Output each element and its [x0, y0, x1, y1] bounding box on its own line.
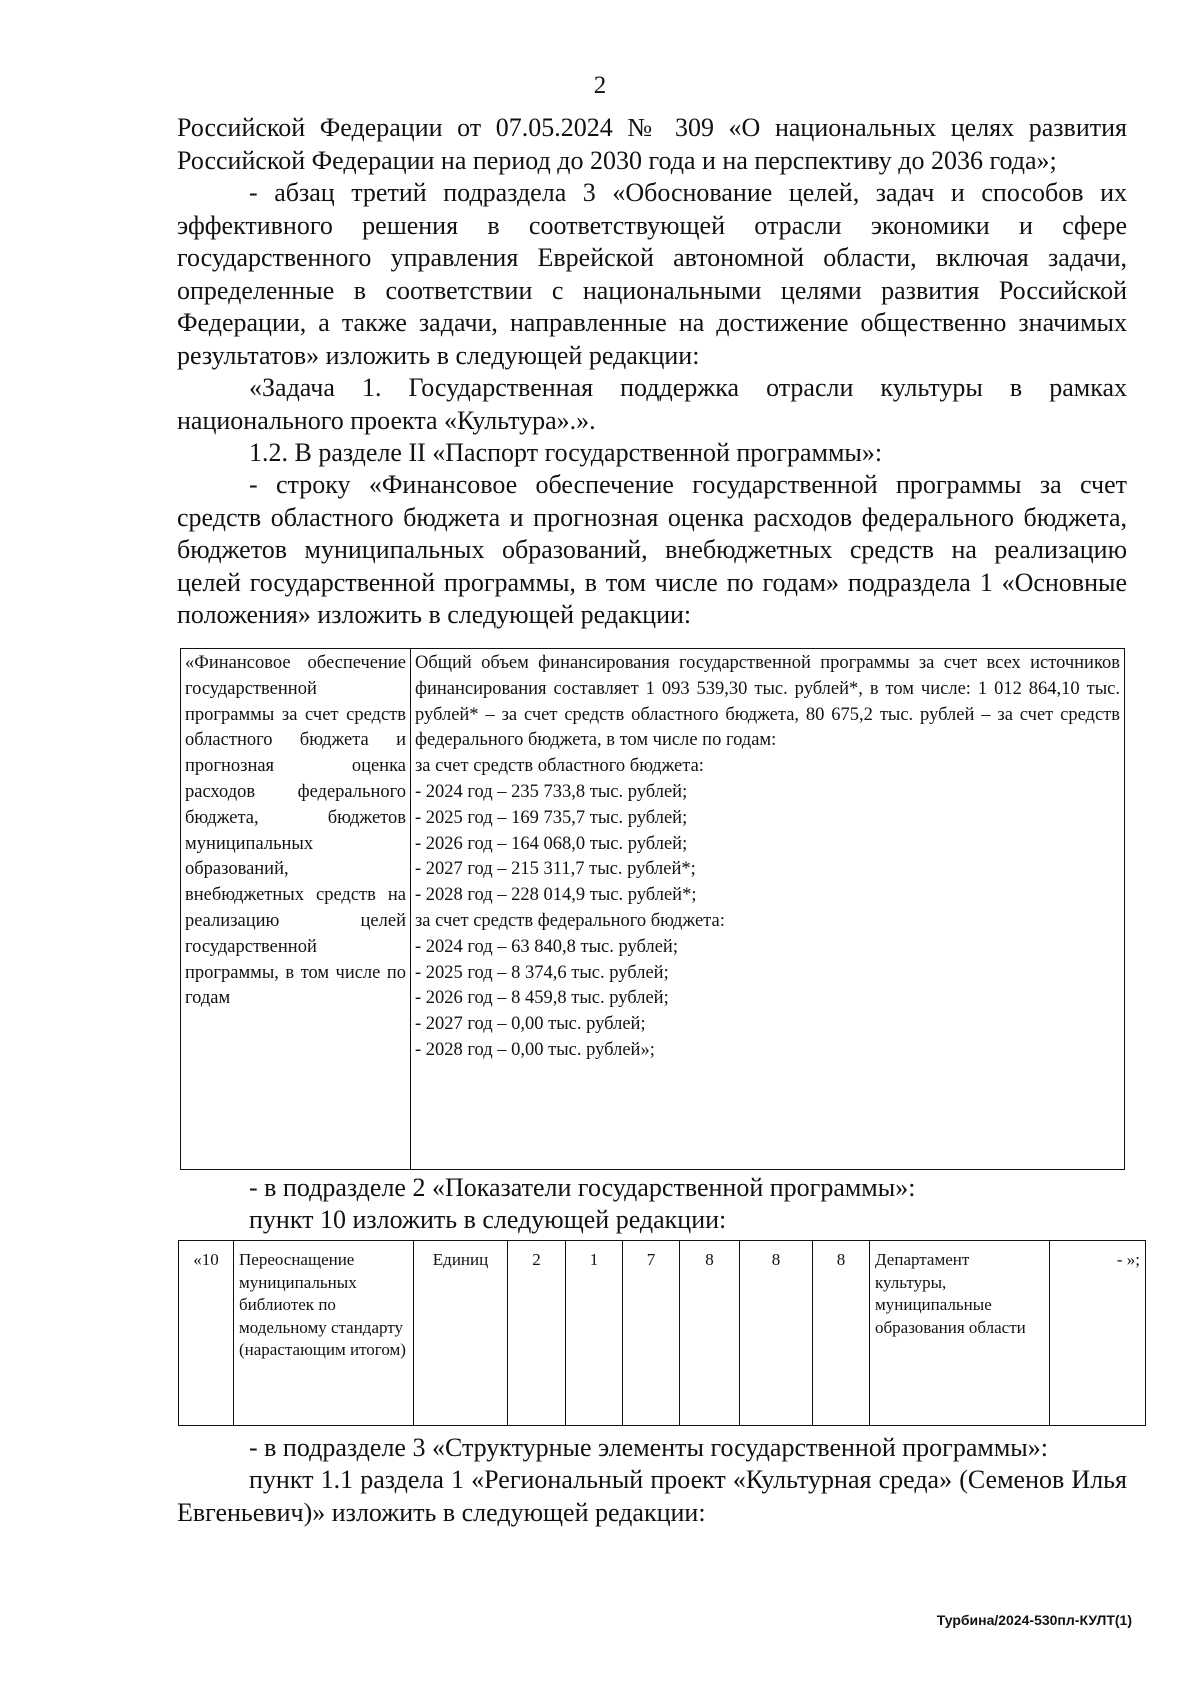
indicator-value: 8 — [813, 1241, 870, 1426]
federal-heading: за счет средств федерального бюджета: — [415, 910, 725, 931]
paragraph-law-reference: Российской Федерации от 07.05.2024 № 309 «О национальных целях развития Российской Федерации на период до 2030 года и на перспективу до 2036 года»; — [177, 113, 1127, 175]
indicator-name: Переоснащение муниципальных библиотек по модельному стандарту (нарастающим итогом) — [234, 1241, 414, 1426]
regional-line: - 2027 год – 215 311,7 тыс. рублей*; — [415, 859, 696, 880]
indicator-value: 8 — [680, 1241, 740, 1426]
page-number: 2 — [593, 72, 607, 99]
federal-line: - 2026 год – 8 459,8 тыс. рублей; — [415, 988, 669, 1009]
paragraph-subsection-3: - в подразделе 3 «Структурные элементы государственной программы»: — [249, 1433, 1048, 1462]
paragraph-finance-row: - строку «Финансовое обеспечение государственной программы за счет средств областного бюджета и прогнозная оценка расходов федерального бюджета, бюджетов муниципальных образований, внебюджетных средств на реализацию целей государственной программы, в том числе по годам» подраздела 1 «Основные положения» изложить в следующей редакции: — [177, 470, 1127, 629]
paragraph-subsection-2: - в подразделе 2 «Показатели государственной программы»: — [249, 1173, 916, 1202]
indicator-value: 8 — [740, 1241, 813, 1426]
table-row — [179, 1241, 1146, 1426]
paragraph-task-1: «Задача 1. Государственная поддержка отрасли культуры в рамках национального проекта «Культура».». — [177, 373, 1127, 435]
regional-line: - 2025 год – 169 735,7 тыс. рублей; — [415, 807, 688, 828]
indicator-responsible: Департамент культуры, муниципальные образования области — [870, 1241, 1050, 1426]
finance-value-cell — [411, 649, 1125, 1170]
indicator-table — [178, 1240, 1146, 1426]
paragraph-point-1-1: пункт 1.1 раздела 1 «Региональный проект «Культурная среда» (Семенов Илья Евгеньевич)» изложить в следующей редакции: — [177, 1465, 1127, 1527]
finance-table — [180, 648, 1125, 1170]
paragraph-point-10: пункт 10 изложить в следующей редакции: — [249, 1205, 727, 1234]
finance-label-cell: «Финансовое обеспечение государственной программы за счет средств областного бюджета и прогнозная оценка расходов федерального бюджета, бюджетов муниципальных образований, внебюджетных средств на реализацию целей государственной программы, в том числе по годам — [181, 649, 411, 1170]
federal-line: - 2025 год – 8 374,6 тыс. рублей; — [415, 962, 669, 983]
indicator-value: 2 — [508, 1241, 566, 1426]
indicator-last-cell: - »; — [1050, 1241, 1146, 1426]
finance-intro: Общий объем финансирования государственной программы за счет всех источников финансирования составляет 1 093 539,30 тыс. рублей*, в том числе: 1 012 864,10 тыс. рублей* – за счет средств областного бюджета, 80 675,2 тыс. рублей – за счет средств федерального бюджета, в том числе по годам: — [415, 653, 1120, 751]
indicator-unit: Единиц — [414, 1241, 508, 1426]
indicator-number: «10 — [179, 1241, 234, 1426]
regional-heading: за счет средств областного бюджета: — [415, 756, 704, 777]
paragraph-section-1-2: 1.2. В разделе II «Паспорт государственной программы»: — [249, 438, 883, 467]
regional-line: - 2028 год – 228 014,9 тыс. рублей*; — [415, 885, 697, 906]
federal-line: - 2024 год – 63 840,8 тыс. рублей; — [415, 936, 678, 957]
document-code: Турбина/2024-530пл-КУЛТ(1) — [936, 1612, 1132, 1628]
indicator-value: 7 — [623, 1241, 680, 1426]
regional-line: - 2026 год – 164 068,0 тыс. рублей; — [415, 833, 688, 854]
federal-line: - 2027 год – 0,00 тыс. рублей; — [415, 1014, 646, 1035]
indicator-value: 1 — [566, 1241, 623, 1426]
federal-line: - 2028 год – 0,00 тыс. рублей»; — [415, 1039, 655, 1060]
paragraph-abzac-tretiy: - абзац третий подраздела 3 «Обоснование целей, задач и способов их эффективного решения в соответствующей отрасли экономики и сфере государственного управления Еврейской автономной области, включая задачи, определенные в соответствии с национальными целями развития Российской Федерации, а также задачи, направленные на достижение общественно значимых результатов» изложить в следующей редакции: — [177, 178, 1127, 370]
finance-table-row — [181, 649, 1125, 1170]
regional-line: - 2024 год – 235 733,8 тыс. рублей; — [415, 781, 688, 802]
